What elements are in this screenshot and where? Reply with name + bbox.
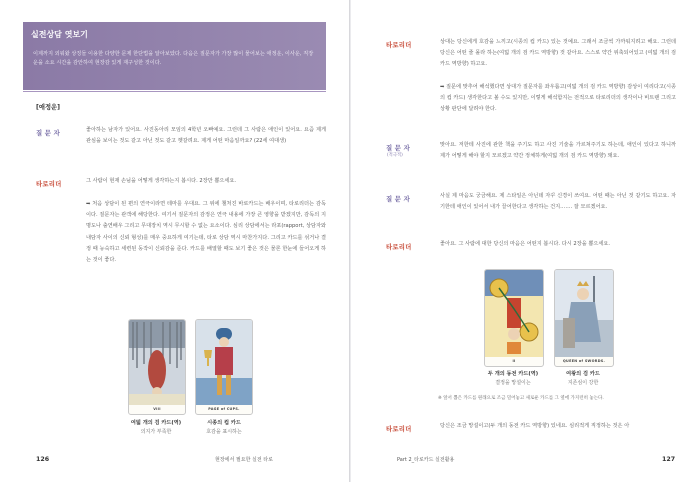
tarot-card-two-of-pentacles bbox=[484, 269, 544, 367]
dialogue-text: 상대는 당신에게 호감을 느끼고(시종의 컵 카드) 있는 것예요. 그래서 조금씩 가까워지려고 해요. 그런데 당신은 어떤 줄 몰라 하는(여덟 개의 검 카드 역방향) 것 같아요. 스스로 약간 위축되어있고 (여덟 개의 검 카드 역방향) 하고요. bbox=[440, 39, 676, 68]
speaker-sublabel: (적극적) bbox=[387, 153, 403, 158]
dialogue-text: 그 사람이 현재 손님을 어떻게 생각하는지 봅시다. 2장만 뽑으세요. bbox=[86, 178, 237, 184]
card-caption-subtitle: 호감을 표시하는 bbox=[206, 429, 242, 435]
card-caption-subtitle: 결정을 망설이는 bbox=[495, 380, 531, 386]
two-of-pentacles-reversed-icon bbox=[485, 270, 543, 357]
speaker-label: 질 문 자 bbox=[386, 144, 410, 152]
card-caption-title: 두 개의 동전 카드(역) bbox=[487, 371, 539, 377]
dialogue-text: 당신은 조금 망설이고(두 개의 동전 카드 역방향) 있네요. 심리적게 직정하는 것은 아 bbox=[440, 423, 630, 429]
intro-text: 이제까지 외워왔 상징들 이용한 다양한 문제 한단법을 알아보았다. 다음은 질문자가 가장 많이 물어보는 애정운, 이사운, 직장운을 소요 시간을 감안하여 현장감 있게 재구성한 것이다. bbox=[33, 51, 314, 66]
card-caption-subtitle: 의지가 부족한 bbox=[140, 429, 172, 435]
card-label: VIII bbox=[153, 407, 161, 411]
card-label: PAGE of CUPS. bbox=[208, 407, 240, 411]
dialogue-text: 맞아요. 저한테 사진에 관한 책을 주기도 하고 사진 기술을 가르쳐주기도 하는데, 애인이 있다고 하니까 제가 어떻게 해야 할지 모르겠고 약간 정체하게(여덟 개의 검 카드 역방향) 돼요. bbox=[440, 142, 676, 160]
page-number: 127 bbox=[662, 456, 676, 463]
dialogue-text: 사실 제 마음도 궁금해요. 제 스타일은 아닌데 자꾸 신경이 쓰여요. 어떤 때는 아닌 것 같기도 하고요. 자기한테 애인이 있어서 내가 끌어한다고 생각하는 건지……. 잘 모르겠어요. bbox=[440, 193, 676, 211]
card-caption-title: 여덟 개의 검 카드(역) bbox=[130, 420, 182, 426]
page-number: 126 bbox=[36, 456, 50, 463]
dialogue-text: 좋아하는 남자가 있어요. 사진동아리 모임의 4학년 오빠예요. 그런데 그 사람은 애인이 있어요. 요즘 제게 관심을 보이는 것도 같고 아닌 것도 같고 헷갈려요. 제게 어떤 마음일까요? (22세 여대생) bbox=[86, 127, 326, 145]
tarot-card-page-of-cups bbox=[195, 319, 253, 415]
card-caption-subtitle: 지존심이 강한 bbox=[567, 380, 599, 386]
speaker-label: 타로리더 bbox=[36, 180, 62, 188]
running-title: 현장에서 필요한 실전 타로 bbox=[215, 457, 273, 463]
tarot-card-eight-of-swords bbox=[128, 319, 186, 415]
dialogue-text: 좋아요. 그 사람에 대한 당신의 마음은 어떤지 봅시다. 다시 2장을 뽑으세요. bbox=[440, 241, 611, 247]
speaker-label: 질 문 자 bbox=[36, 129, 60, 137]
speaker-label: 질 문 자 bbox=[386, 195, 410, 203]
speaker-label: 타로리더 bbox=[386, 41, 412, 49]
running-title: Part 2_타로카드 실전활용 bbox=[397, 457, 455, 463]
page-of-cups-icon bbox=[196, 320, 252, 405]
section-heading: [애정운] bbox=[36, 104, 61, 111]
card-caption-title: 시종의 컵 카드 bbox=[207, 420, 241, 426]
speaker-label: 타로리더 bbox=[386, 425, 412, 433]
eight-of-swords-reversed-icon bbox=[129, 320, 185, 405]
section-divider bbox=[23, 91, 326, 92]
layout-note: ※ 앞서 뽑은 카드를 원래으로 조금 밀어놓고 새로운 카드를 그 옆에 가지런히 놓는다. bbox=[438, 396, 604, 401]
speaker-label: 타로리더 bbox=[386, 243, 412, 251]
card-caption-title: 여왕의 검 카드 bbox=[566, 371, 600, 377]
intro-box bbox=[23, 22, 326, 90]
right-page bbox=[351, 0, 700, 482]
tarot-card-queen-of-swords bbox=[554, 269, 614, 367]
commentary-text: ➡ 질문에 맞추어 해석했다면 상대가 질문자를 좌우롭고(여덟 개의 검 카드 역방향) 감상이 여리다고(시종의 컵 카드) 생각한다고 볼 수도 있지만, 이렇게 해석함지는 전적으로 타로리더의 생각이나 비트랜 그리고 상황 판단에 달려야 한다. bbox=[440, 84, 676, 113]
commentary-text: ➡ 처음 상담이 된 편의 연극이라면 테마를 우대요. 그 위에 챌처진 바로카드는 배우이며, 타로리더는 감독이다. 질문자는 관객에 해당한다. 여기서 질문자의 감정은 연극 내용에 가장 큰 영향을 받겠지만, 감독의 지명도나 출연배우 그리고 무대장치 역시 무시할 수 없는 요소이다. 심리 상담에서는 라포(rapport, 상담자와 내담자 사이의 신뢰 형성)를 매우 중요하게 여기는데, 타로 상담 역시 마찬가지다. 그리고 카드를 섞거나 결정 때 능숙하고 세련된 동작이 신뢰감을 준다. 카드를 배열할 때도 보기 좋은 것은 물론 한눈에 들어오게 하는 것이 좋다. bbox=[86, 201, 326, 264]
card-label: II bbox=[512, 359, 516, 363]
left-page bbox=[0, 0, 349, 482]
queen-of-swords-icon bbox=[555, 270, 613, 357]
card-label: QUEEN of SWORDS. bbox=[562, 359, 606, 363]
intro-title: 실전상담 엿보기 bbox=[31, 30, 88, 39]
